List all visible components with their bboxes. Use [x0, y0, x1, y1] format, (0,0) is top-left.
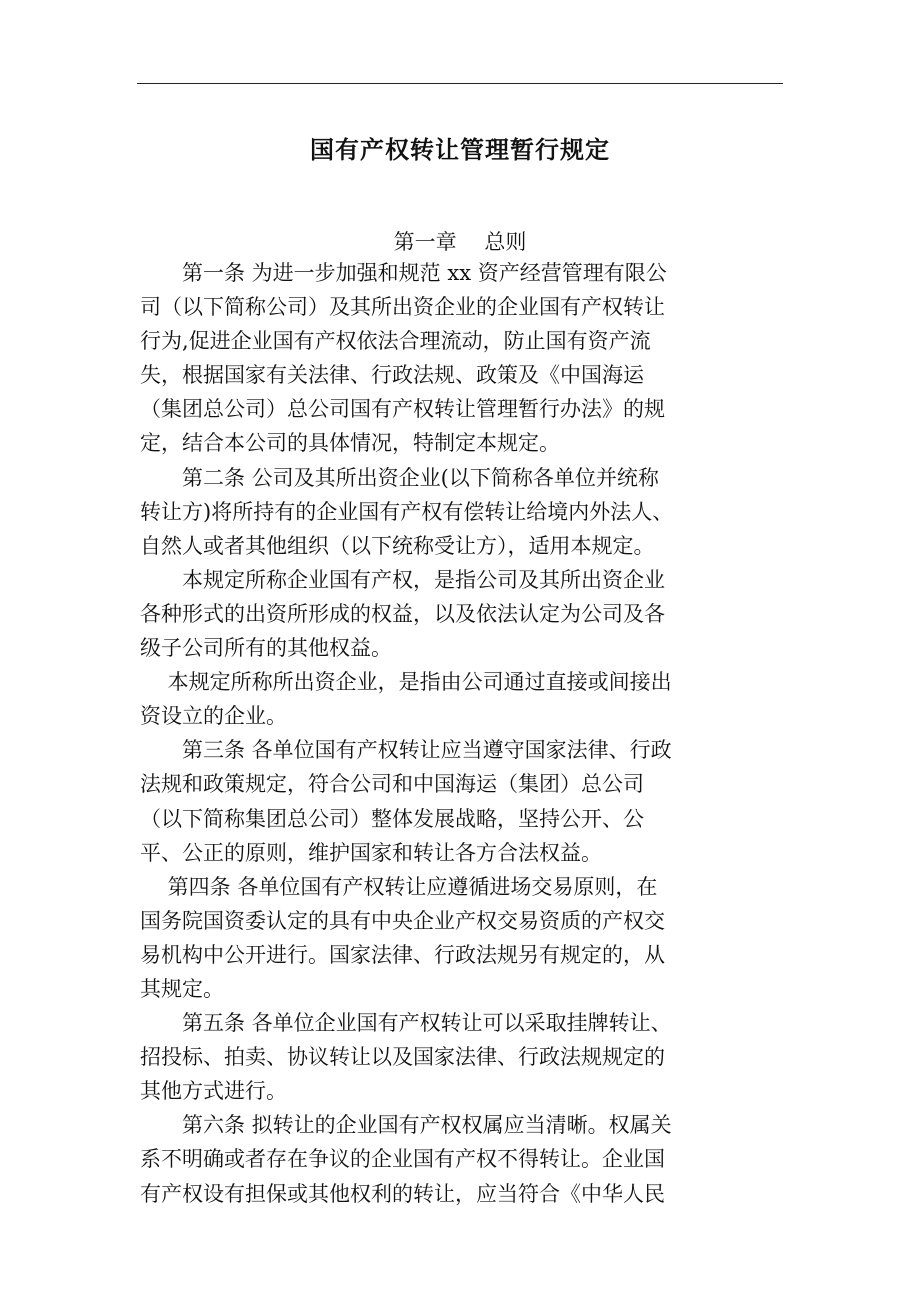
text-line: 法规和政策规定，符合公司和中国海运（集团）总公司 [140, 772, 644, 797]
text-line: 司（以下简称公司）及其所出资企业的企业国有产权转让 [140, 295, 665, 320]
text-line: 各种形式的出资所形成的权益，以及依法认定为公司及各 [140, 601, 665, 626]
text-line: 系不明确或者存在争议的企业国有产权不得转让。企业国 [140, 1147, 665, 1172]
text-line: 平、公正的原则，维护国家和转让各方合法权益。 [140, 840, 602, 865]
text-line: 级子公司所有的其他权益。 [140, 636, 392, 661]
text-line: 有产权设有担保或其他权利的转让，应当符合《中华人民 [140, 1181, 665, 1206]
body-text [140, 256, 780, 1211]
text-line: 第一条 为进一步加强和规范 xx 资产经营管理有限公 [140, 261, 667, 285]
text-line: 易机构中公开进行。国家法律、行政法规另有规定的，从 [140, 942, 665, 967]
header-rule [137, 83, 783, 84]
text-line: 招投标、拍卖、协议转让以及国家法律、行政法规规定的 [140, 1045, 665, 1070]
text-line: 国务院国资委认定的具有中央企业产权交易资质的产权交 [140, 908, 665, 933]
text-line: 本规定所称企业国有产权，是指公司及其所出资企业 [140, 567, 665, 592]
text-line: 第二条 公司及其所出资企业(以下简称各单位并统称 [140, 465, 659, 490]
text-line: 其他方式进行。 [140, 1079, 287, 1104]
document-title: 国有产权转让管理暂行规定 [310, 136, 610, 164]
text-line: 行为,促进企业国有产权依法合理流动，防止国有资产流 [140, 329, 651, 354]
chapter-heading: 第一章 总则 [393, 230, 527, 254]
text-line: 第六条 拟转让的企业国有产权权属应当清晰。权属关 [140, 1113, 672, 1138]
text-line: 第五条 各单位企业国有产权转让可以采取挂牌转让、 [140, 1011, 672, 1036]
text-line: 失，根据国家有关法律、行政法规、政策及《中国海运 [140, 363, 644, 388]
text-line: 转让方)将所持有的企业国有产权有偿转让给境内外法人、 [140, 499, 674, 524]
text-line: 资设立的企业。 [140, 704, 287, 729]
text-line: 本规定所称所出资企业，是指由公司通过直接或间接出 [140, 670, 672, 695]
text-line: 自然人或者其他组织（以下统称受让方），适用本规定。 [140, 533, 655, 558]
text-line: 其规定。 [140, 976, 224, 1001]
text-line: 第四条 各单位国有产权转让应遵循进场交易原则，在 [140, 874, 658, 899]
text-line: （以下简称集团总公司）整体发展战略，坚持公开、公 [140, 806, 644, 831]
text-line: （集团总公司）总公司国有产权转让管理暂行办法》的规 [140, 397, 665, 422]
text-line: 定，结合本公司的具体情况，特制定本规定。 [140, 431, 560, 456]
text-line: 第三条 各单位国有产权转让应当遵守国家法律、行政 [140, 738, 672, 763]
